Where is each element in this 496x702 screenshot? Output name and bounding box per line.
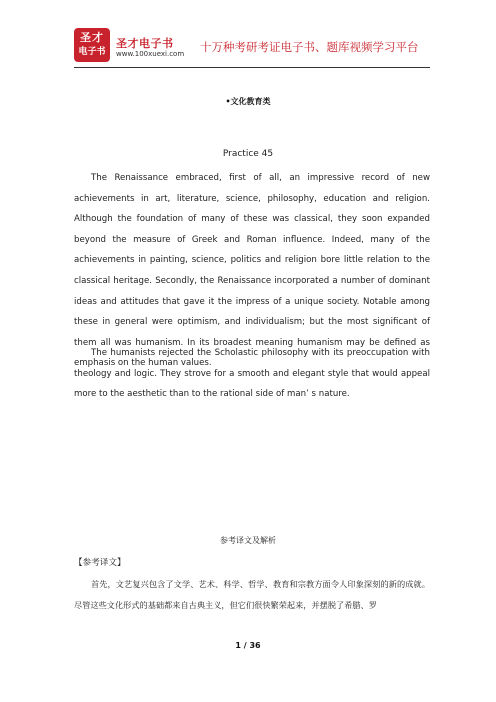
passage-paragraph-2: The humanists rejected the Scholastic philosophy with its preoccupation with theology and logic. They strove for a smooth and elegant style that would appeal more to the aesthetic than to the rational side of man’ s nature. <box>74 348 430 400</box>
answer-section-title: 参考译文及解析 <box>220 536 276 545</box>
logo-line2: 电子书 <box>78 47 106 57</box>
passage-paragraph-1: The Renaissance embraced, first of all, an impressive record of new achievements in art, literature, science, philosophy, education and religion. Although the foundation of many of these was classical, they soon expanded beyond the measure of Greek and Roman influence. Indeed, many of the achievements in painting, science, politics and religion bore little relation to the classical heritage. Secondly, the Renaissance incorporated a number of dominant ideas and attitudes that gave it the impress of a unique society. Notable among these in general were optimism, and individualism; but the most significant of them all was humanism. In its broadest meaning humanism may be defined as emphasis on the human values. <box>74 173 430 369</box>
header-slogan: 十万种考研考证电子书、题库视频学习平台 <box>200 40 419 54</box>
page-number: 1 / 36 <box>235 641 261 650</box>
page-header <box>74 26 430 66</box>
translation-paragraph: 首先，文艺复兴包含了文学、艺术、科学、哲学、教育和宗教方面令人印象深刻的新的成就。尽管这些文化形式的基础都来自古典主义，但它们很快繁荣起来，并摆脱了希腊、罗 <box>74 579 430 610</box>
reference-translation-label: 【参考译文】 <box>74 558 126 568</box>
section-tag: •文化教育类 <box>225 97 271 106</box>
practice-title: Practice 45 <box>222 149 274 159</box>
header-divider <box>74 67 430 68</box>
brand-name: 圣才电子书 <box>116 37 174 50</box>
brand-logo <box>74 28 110 62</box>
logo-line1: 圣才 <box>80 31 104 44</box>
brand-url[interactable]: www.100xuexi.com <box>116 50 185 58</box>
